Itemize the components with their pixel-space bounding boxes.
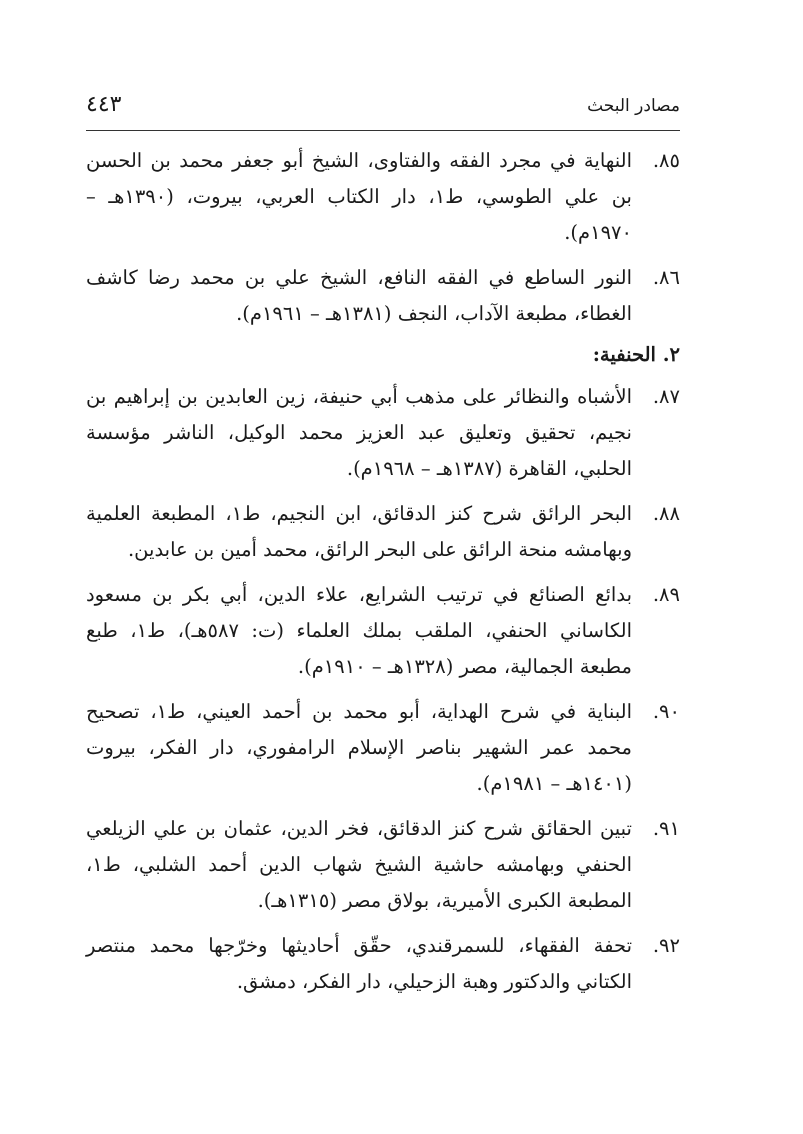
entry-text: تحفة الفقهاء، للسمرقندي، حقّق أحاديثها وخرّجها محمد منتصر الكتاني والدكتور وهبة الزحيلي، دار الفكر، دمشق. <box>86 934 632 993</box>
bibliography-entry-90 <box>86 694 680 802</box>
entry-number: ٨٩. <box>652 583 680 606</box>
entry-number: ٩٠. <box>652 700 680 723</box>
entry-text: تبين الحقائق شرح كنز الدقائق، فخر الدين، عثمان بن علي الزيلعي الحنفي وبهامشه حاشية الشيخ شهاب الدين أحمد الشلبي، ط١، المطبعة الكبرى الأميرية، بولاق مصر (١٣١٥هـ). <box>86 817 632 912</box>
entry-number: ٨٥. <box>652 149 680 172</box>
header-title: مصادر البحث <box>587 96 680 116</box>
entry-text: الأشباه والنظائر على مذهب أبي حنيفة، زين العابدين بن إبراهيم بن نجيم، تحقيق وتعليق عبد العزيز محمد الوكيل، الناشر مؤسسة الحلبي، القاهرة (١٣٨٧هـ – ١٩٦٨م). <box>86 385 632 480</box>
entry-text: البناية في شرح الهداية، أبو محمد بن أحمد العيني، ط١، تصحيح محمد عمر الشهير بناصر الإسلام الرامفوري، دار الفكر، بيروت (١٤٠١هـ – ١٩٨١م). <box>86 700 632 795</box>
page-number: ٤٤٣ <box>86 92 122 117</box>
bibliography-entry-87 <box>86 379 680 487</box>
bibliography-entry-91 <box>86 811 680 919</box>
entry-text: النهاية في مجرد الفقه والفتاوى، الشيخ أبو جعفر محمد بن الحسن بن علي الطوسي، ط١، دار الكتاب العربي، بيروت، (١٣٩٠هـ – ١٩٧٠م). <box>86 149 632 244</box>
entry-number: ٨٧. <box>652 385 680 408</box>
entry-number: ٨٨. <box>652 502 680 525</box>
bibliography-entry-88 <box>86 496 680 568</box>
section-heading-hanafi: ٢. الحنفية: <box>592 343 680 366</box>
entry-text: النور الساطع في الفقه النافع، الشيخ علي بن محمد رضا كاشف الغطاء، مطبعة الآداب، النجف (١٣٨١هـ – ١٩٦١م). <box>86 266 632 325</box>
entry-number: ٩٢. <box>652 934 680 957</box>
entry-text: بدائع الصنائع في ترتيب الشرايع، علاء الدين، أبي بكر بن مسعود الكاساني الحنفي، الملقب بملك العلماء (ت: ٥٨٧هـ)، ط١، طبع مطبعة الجمالية، مصر (١٣٢٨هـ – ١٩١٠م). <box>86 583 632 678</box>
bibliography-entry-89 <box>86 577 680 685</box>
bibliography-entry-92 <box>86 928 680 1000</box>
bibliography-list <box>86 143 680 1009</box>
header-divider <box>86 130 680 131</box>
entry-number: ٨٦. <box>652 266 680 289</box>
bibliography-entry-86 <box>86 260 680 332</box>
entry-number: ٩١. <box>652 817 680 840</box>
entry-text: البحر الرائق شرح كنز الدقائق، ابن النجيم، ط١، المطبعة العلمية وبهامشه منحة الرائق على البحر الرائق، محمد أمين بن عابدين. <box>86 502 632 561</box>
page-header <box>86 92 680 122</box>
bibliography-entry-85 <box>86 143 680 251</box>
